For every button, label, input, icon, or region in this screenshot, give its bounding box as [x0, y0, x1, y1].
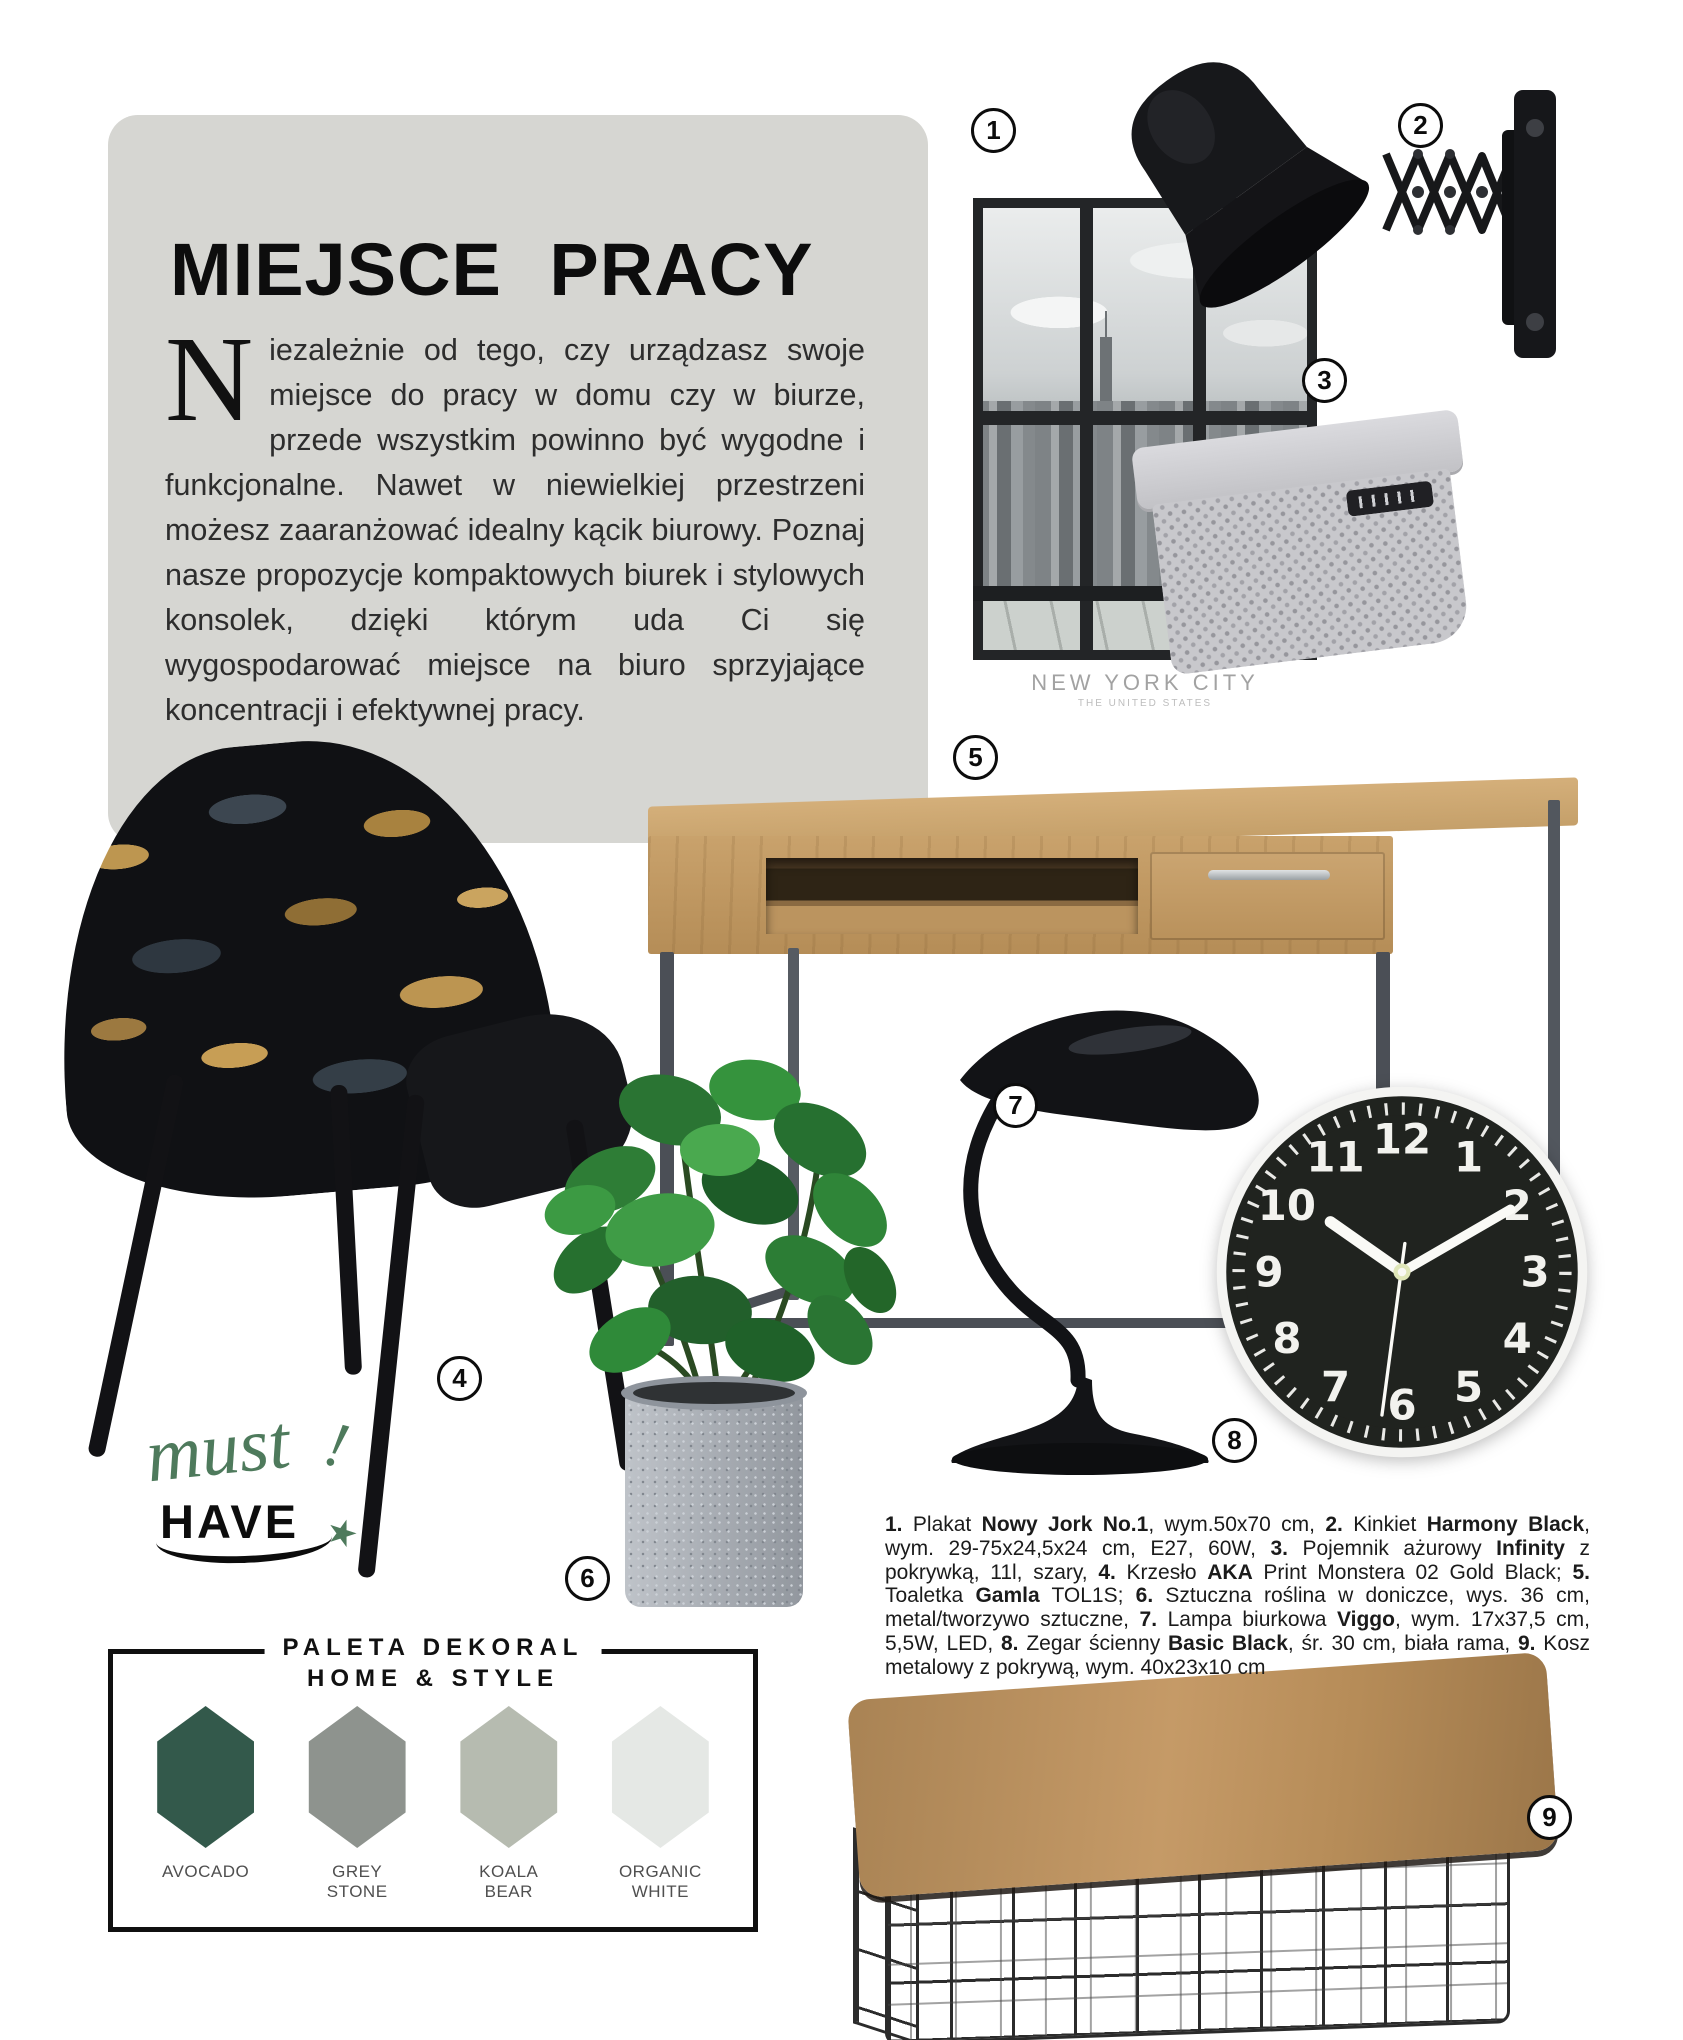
description-segment: Gamla [975, 1584, 1040, 1608]
must-have-word-must: must [141, 1399, 294, 1499]
poster-subcaption: THE UNITED STATES [1077, 698, 1213, 709]
swatch-hexagon [302, 1706, 412, 1848]
callout-4: 4 [437, 1356, 482, 1401]
clock-numeral: 6 [1387, 1380, 1417, 1430]
callout-1: 1 [971, 108, 1016, 153]
swatch-label: ORGANIC WHITE [618, 1862, 702, 1901]
color-swatch [298, 1706, 416, 1902]
description-segment: Viggo [1336, 1608, 1395, 1632]
callout-3: 3 [1302, 358, 1347, 403]
plant-leaves [539, 1054, 907, 1393]
swatch-label: KOALA BEAR [479, 1862, 539, 1901]
description-segment: , wym. 29-75x24,5x24 cm, E27, 60W, [885, 1513, 1590, 1560]
lamp-shade [1088, 42, 1383, 325]
description-segment: , wym. 17x37,5 cm, 5,5W, LED, [885, 1608, 1590, 1655]
callout-2: 2 [1398, 103, 1443, 148]
color-swatch [601, 1706, 719, 1902]
must-have-exclamation: ! [317, 1407, 356, 1482]
star-icon: ★ [320, 1508, 364, 1558]
products-description [885, 1513, 1590, 1680]
intro-body-text: iezależnie od tego, czy urządzasz swoje miejsce do pracy w domu czy w biurze, przede wszystkim powinno być wygodne i funkcjonalne. Nawet w niewielkiej przestrzeni możesz zaaranżować idealny kącik biurowy. Poznaj nasze propozycje kompaktowych biurek i stylowych konsolek, dzięki którym uda Ci się wygospodarować miejsce na biuro sprzyjające koncentracji i efektywnej pracy. [165, 332, 865, 727]
description-segment: 3. [1270, 1536, 1288, 1560]
description-segment: 8. [1001, 1631, 1019, 1655]
clock-numeral: 4 [1502, 1314, 1532, 1363]
console-drawer [1150, 852, 1385, 940]
description-segment: Harmony Black [1426, 1513, 1585, 1536]
description-segment: Sztuczna roślina w doniczce, wys. 36 cm, metal/tworzywo sztuczne, [885, 1584, 1590, 1632]
description-segment: 2. [1325, 1513, 1343, 1536]
description-segment: Lampa biurkowa [1157, 1608, 1337, 1632]
wall-lamp-illustration [1088, 42, 1568, 387]
drawer-handle [1208, 870, 1330, 880]
must-have-word-have: HAVE [160, 1495, 300, 1548]
description-segment: z pokrywką, 11l, szary, [885, 1536, 1590, 1584]
poster-caption: NEW YORK CITY [1031, 670, 1259, 695]
description-segment: Krzesło [1115, 1560, 1208, 1584]
drop-cap: N [165, 311, 254, 447]
lamp-neck [971, 1095, 1078, 1380]
description-segment: Nowy Jork No.1 [981, 1513, 1149, 1536]
description-segment: 7. [1139, 1608, 1158, 1632]
callout-8: 8 [1212, 1418, 1257, 1463]
window-transom [973, 411, 1317, 425]
clock-numeral: 11 [1306, 1132, 1365, 1182]
callout-9: 9 [1527, 1795, 1572, 1840]
wall-clock-illustration [1212, 1082, 1592, 1462]
clock-numeral: 7 [1320, 1362, 1351, 1412]
description-segment: 5. [1572, 1560, 1590, 1584]
palette-title [265, 1632, 602, 1694]
description-segment: Pojemnik ażurowy [1287, 1536, 1497, 1560]
must-have-badge [130, 1399, 380, 1592]
callout-6: 6 [565, 1556, 610, 1601]
description-segment: Basic Black [1168, 1631, 1288, 1655]
console-table-illustration [648, 836, 1393, 954]
clock-numeral: 8 [1272, 1314, 1302, 1363]
swatch-hexagon [454, 1706, 564, 1848]
description-segment: 6. [1135, 1584, 1154, 1608]
palette-title-line2: HOME & STYLE [306, 1665, 560, 1692]
description-segment: , wym.50x70 cm, [1148, 1513, 1326, 1536]
plant-pot [625, 1392, 803, 1607]
clock-numeral: 2 [1502, 1181, 1532, 1230]
storage-box-illustration [1139, 410, 1477, 681]
intro-panel [108, 115, 928, 843]
clock-numeral: 1 [1453, 1132, 1484, 1182]
callout-7: 7 [993, 1083, 1038, 1128]
callout-5: 5 [953, 735, 998, 780]
clock-numeral: 3 [1520, 1247, 1550, 1297]
description-segment: 1. [885, 1513, 903, 1536]
color-swatch [450, 1706, 568, 1902]
description-segment: Print Monstera 02 Gold Black; [1252, 1560, 1573, 1584]
description-segment: Zegar ścienny [1018, 1631, 1168, 1655]
description-segment: TOL1S; [1039, 1584, 1136, 1608]
description-segment: Kinkiet [1342, 1513, 1427, 1536]
palette-box [108, 1634, 758, 1932]
clock-numeral: 5 [1453, 1362, 1484, 1412]
description-segment: Toaletka [885, 1584, 976, 1608]
clock-numeral: 12 [1372, 1114, 1432, 1164]
intro-paragraph [165, 311, 865, 733]
swatch-label: GREY STONE [326, 1862, 388, 1901]
screw-icon [1526, 313, 1544, 331]
color-swatch [147, 1706, 265, 1902]
description-segment: 4. [1098, 1560, 1116, 1584]
description-segment: Plakat [902, 1513, 982, 1536]
palette-title-line1: PALETA DEKORAL [282, 1634, 584, 1661]
page-title: MIEJSCE PRACY [170, 227, 814, 311]
clock-numeral: 9 [1254, 1247, 1284, 1297]
description-segment: , śr. 30 cm, biała rama, [1287, 1631, 1518, 1655]
swatch-hexagon [605, 1706, 715, 1848]
screw-icon [1526, 119, 1544, 137]
swatch-label: AVOCADO [161, 1862, 250, 1881]
description-segment: AKA [1207, 1560, 1253, 1584]
description-segment: Infinity [1496, 1536, 1565, 1560]
swatch-hexagon [151, 1706, 261, 1848]
swatch-row [113, 1706, 753, 1902]
description-segment: 9. [1517, 1631, 1536, 1655]
clock-numeral: 10 [1257, 1181, 1316, 1230]
description-segment: Kosz metalowy z pokrywą, wym. 40x23x10 cm [885, 1631, 1590, 1679]
console-open-shelf [766, 858, 1138, 934]
